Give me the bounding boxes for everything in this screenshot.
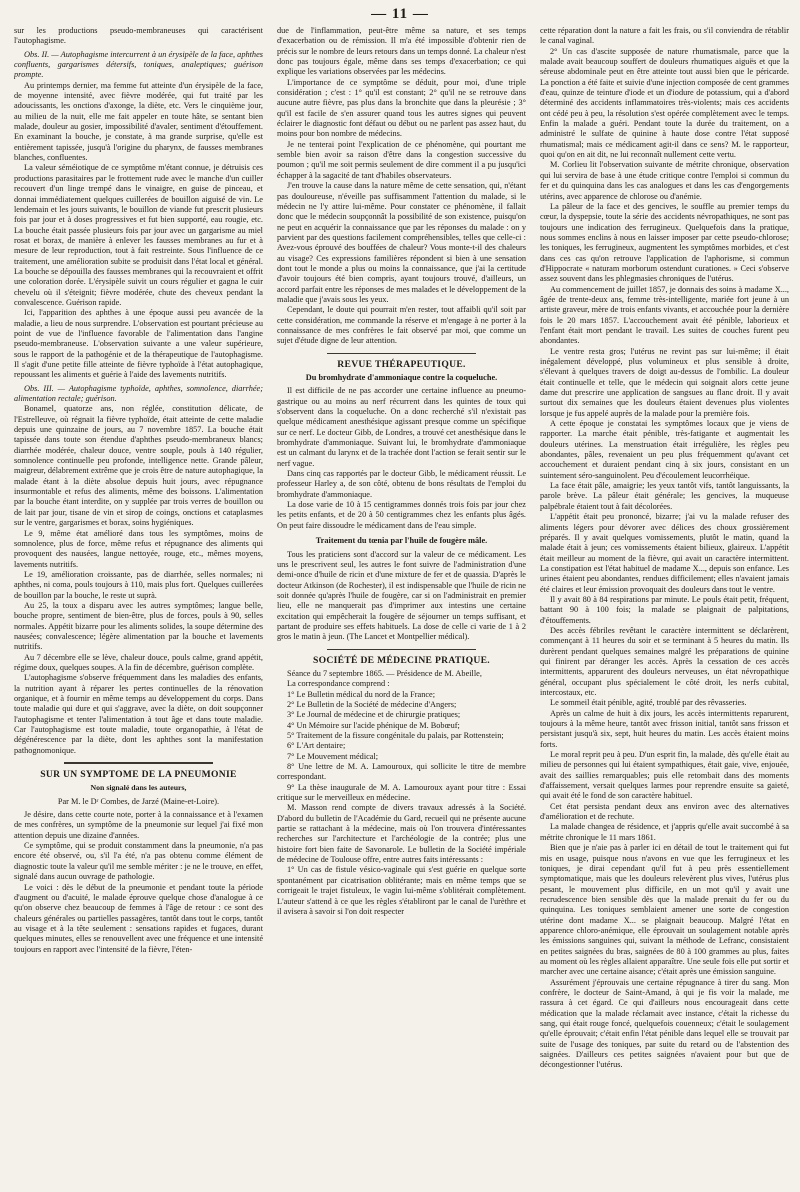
paragraph: Tous les praticiens sont d'accord sur la valeur de ce médicament. Les uns le prescrivent seul, les autres le font suivre de l'administration d'une demi-once d'huile de ricin et d'une mixture de fer et de quassia. D'après le docteur Atkinson (de Rochester), il est indispensable que l'huile de ricin ne soit donnée qu'après l'huile de fougère, car si on l'administrait en premier lieu, elle ne manquerait pas d'imprimer aux intestins une certaine excitation qui empêcherait la fougère de séjourner un temps suffisant, et partant de produire ses effets habituels. La dose de celle ci varie de 1 à 2 gros le matin à jeun. (The Lancet et Montpellier médical).	[277, 549, 526, 642]
paragraph: L'autophagisme s'observe fréquemment dans les maladies des enfants, la nutrition ayant à réparer les pertes continuelles de la rénovation organique, et à fournir en même temps au développement du corps. Dans toute maladie qui dure et qui s'aggrave, avec la diète, on doit soupçonner l'autophagisme et tenter l'alimentation à tout âge et dans toute maladie. Car l'autophagisme est toute maladie, toute organopathie, à l'état de dégénérescence par la diète, dont les aphthes sont la manifestation pathognomonique.	[14, 673, 263, 755]
paragraph: La pâleur de la face et des gencives, le souffle au premier temps du cœur, la dyspepsie, toute la série des accidents névropathiques, ne sont pas toujours une indication des ferrugineux. Quelquefois dans la pratique, nous sommes enclins à nous en laisser imposer par cette pseudo-chlorose; les toniques, les ferrugineux, augmentent les symptômes morbides, et c'est dans ces cas qu'on retrouve l'application de l'aphorisme, si commun d'Hippocrate « naturam morborum ostendunt curationes. » Ceci s'observe assez souvent dans les phlegmasies chroniques de l'utérus.	[540, 201, 789, 284]
paragraph: J'en trouve la cause dans la nature même de cette sensation, qui, n'étant pas douloureuse, n'éveille pas suffisamment l'attention du malade, si le médecin ne l'y attire lui-même. Pour constater ce phénomène, il fallait donc que le médecin soupçonnât la possibilité de son existence, puisqu'on ne peut en acquérir la connaissance que par les réponses du malade : on y parvient par des questions facilement compréhensibles, telles que celle-ci : Avez-vous éprouvé des bouffées de chaleur? Vous monte-t-il des chaleurs au visage? Ces expressions familières répondent si bien à une sensation dont tout le monde a plus ou moins la connaissance, que j'ai la certitude d'avoir toujours été bien compris, ayant toujours trouvé, d'ailleurs, un accord parfait entre les réponses de mes malades et le développement de la maladie que j'avais sous les yeux.	[277, 181, 526, 304]
list-item: 9° La thèse inaugurale de M. A. Lamouroux ayant pour titre : Essai critique sur le merveilleux en médecine.	[277, 782, 526, 803]
paragraph: Il y avait 80 à 84 respirations par minute. Le pouls était petit, fréquent, battant 90 à 100 fois; la malade se plaignait de palpitations, d'étouffements.	[540, 594, 789, 625]
paragraph: La face était pâle, amaigrie; les yeux tantôt vifs, tantôt languissants, la parole brève. La pâleur était générale; les gencives, la muqueuse palpébrale étaient tout à fait décolorées.	[540, 481, 789, 511]
paragraph: Au printemps dernier, ma femme fut atteinte d'un érysipèle de la face, de moyenne intensité, avec fièvre modérée, qui fut traité par les adoucissants, les onctions d'axonge, la diète, etc. Vers le cinquième jour, au milieu de la nuit, elle me fait appeler en toute hâte, se sentant bien malade, douleur au gosier, impossibilité d'avaler, sentiment d'étouffement. En examinant la bouche, je constate, à ma grande surprise, qu'elle est entièrement tapissée, jusqu'à l'origine du pharynx, de fausses membranes blanches, confluentes.	[14, 80, 263, 163]
column-1	[14, 26, 263, 1186]
column-3	[540, 26, 789, 1186]
paragraph: Au commencement de juillet 1857, je donnais des soins à madame X..., âgée de trente-deux ans, femme très-intelligente, mariée fort jeune à un artiste graveur, mère de trois enfants vivants, et accouchée pour la dernière fois le 20 mars 1857. L'accouchement avait été pénible, laborieux et l'enfant était mort pendant le travail. Les suites de couches furent peu abondantes.	[540, 284, 789, 346]
paragraph: Je désire, dans cette courte note, porter à la connaissance et à l'examen de mes confrères, un symptôme de la pneumonie sur lequel j'ai fixé mon attention depuis une dizaine d'années.	[14, 810, 263, 840]
list-item: 2° Le Bulletin de la Société de médecine d'Angers;	[287, 699, 457, 709]
paragraph: M. Masson rend compte de divers travaux adressés à la Société. D'abord du bulletin de l'Académie du Gard, recueil qui ne présente aucune partie se rattachant à la médecine, mais où l'on trouvera d'intéressantes recherches sur l'architecture et l'archéologie de la contrée; plus une histoire fort bien faite de Savonarole. Le bulletin de la Société impériale de médecine de Toulouse offre, entre autres faits intéressants :	[277, 803, 526, 865]
observation-2-title: Obs. II. — Autophagisme intercurrent à un érysipèle de la face, aphthes confluents, gargarismes détersifs, toniques, analeptiques; guérison prompte.	[14, 49, 263, 80]
paragraph: Au 25, la toux a disparu avec les autres symptômes; langue belle, bouche propre, sentiment de bien-être, plus de forces, pouls à 90, selles normales. Appétit bizarre pour les aliments solides, la soupe détermine des nausées; convalescence; légère alimentation par la bouche et lavements nutritifs.	[14, 600, 263, 652]
paragraph: La dose varie de 10 à 15 centigrammes donnés trois fois par jour chez les petits enfants, et de 20 à 50 centigrammes chez les enfants plus âgés. On peut faire dissoudre le médicament dans de l'eau simple.	[277, 500, 526, 530]
paragraph: Au 7 décembre elle se lève, chaleur douce, pouls calme, grand appétit, régime doux, quelques soupes. A la fin de décembre, guérison complète.	[14, 652, 263, 672]
article-byline: Par M. le Dʳ Combes, de Jarzé (Maine-et-Loire).	[57, 796, 220, 806]
paragraph: Ce symptôme, qui se produit constamment dans la pneumonie, n'a pas encore été observé, ou, s'il l'a été, n'a pas obtenu comme élément de diagnostic toute la valeur qu'il me semble mériter : je ne le trouve, en effet, signalé dans aucun ouvrage de pathologie.	[14, 841, 263, 882]
paragraph: Après un calme de huit à dix jours, les accès intermittents reparurent, toujours à la même heure, tantôt avec frisson initial, tantôt sans frisson et persistant jusqu'à six, sept, huit heures du matin. Les accès étaient moins forts.	[540, 708, 789, 749]
intro-paragraph: sur les productions pseudo-membraneuses qui caractérisent l'autophagisme.	[14, 26, 263, 46]
paragraph: Bonamel, quatorze ans, non réglée, constitution délicate, de l'Estrelleuve, où régnait la fièvre typhoïde, était atteinte de cette maladie depuis une quinzaine de jours, au 7 novembre 1857. La bouche était tapissée dans toute son étendue d'aphthes pseudo-membraneux blancs; diarrhée modérée, chaleur douce, ventre souple, pouls à 140 régulier, somnolence continuelle peu profonde, intelligence nette. Grande pâleur, maigreur, délabrement extrême que je crois être de nature autophagique, la malade étant à la diète absolue depuis huit jours, avec répugnance insurmontable et refus des aliments, même des boissons. L'alimentation par la bouche étant interdite, on y supplée par trois verres de bouillon ou de lait par jour, tisane de vin et sirop de coings, onctions et cataplasmes sur le ventre, gargarismes et borax, soins hygiéniques.	[14, 404, 263, 528]
session-line: Séance du 7 septembre 1865. — Présidence de M. Abeille,	[287, 668, 482, 678]
paragraph: 2° Un cas d'ascite supposée de nature rhumatismale, parce que la malade avait beaucoup souffert de douleurs rhumatiques aiguës et que la séreuse abdominale peut en être atteinte tout aussi bien que le péricarde. La ponction a été faite et suivie d'une injection composée de cent grammes d'eau, quinze de teinture d'iode et un d'iodure de potassium, qui a d'abord déterminé des accidents inflammatoires très-violents; mais ces accidents ont cédé peu à peu, la résolution s'est opérée complètement avec le temps. Enfin la malade a guéri. Pendant toute la durée du traitement, on a administré le sulfate de quinine à haute dose contre l'état supposé rhumatismal; mais ce médicament agit-il dans ce sens? M. le rapporteur, quoi qu'on en ait dit, ne lui reconnaît nullement cette vertu.	[540, 46, 789, 160]
paragraph: 1° Un cas de fistule vésico-vaginale qui s'est guérie en quelque sorte spontanément par cicatrisation oblitérante; mais en même temps que se corrigeait le trajet fistuleux, le vagin lui-même s'oblitérait complètement. L'auteur s'attend à ce que les règles s'établiront par le canal de l'urèthre et il avisera à savoir si l'on doit respecter	[277, 865, 526, 916]
article-title: SUR UN SYMPTOME DE LA PNEUMONIE	[40, 769, 237, 781]
paragraph: Cet état persista pendant deux ans environ avec des alternatives d'amélioration et de rechute.	[540, 801, 789, 822]
section-divider	[327, 353, 476, 354]
paragraph: L'appétit était peu prononcé, bizarre; j'ai vu la malade refuser des aliments légers pour dévorer avec délices des choux grossièrement préparés. Il y avait quelques vomissements, plutôt le matin, quand la malade était à jeun; ces vomissements étaient bilieux, glaireux. L'appétit était meilleur au moment de la fièvre, qui avait un caractère intermittent. La constipation est l'état habituel de madame X..., depuis son enfance. Les urines étaient peu abondantes, rendues difficilement; elles n'avaient jamais été claires et leur émission provoquait des douleurs dans tout le ventre.	[540, 512, 789, 594]
paragraph: Des accès fébriles revêtant le caractère intermittent se déclarèrent, commençant à 11 heures du soir et se terminant à 5 heures du matin. Ils durèrent pendant quelques semaines malgré les préparations de quinine qui finirent par déranger les accès. Après la cessation de ces accès intermittents, apparurent des douleurs nerveuses, un état névropathique général, occupant plus spécialement le côté droit, les nerfs cubital, intercostaux, etc.	[540, 625, 789, 697]
column-2	[277, 26, 526, 1186]
paragraph: M. Corlieu lit l'observation suivante de métrite chronique, observation qui lui servira de base à une étude critique contre l'emploi si commun du fer et du quinquina dans les cas analogues et dans les cas d'engorgements utérins, avec apparence de chlorose ou d'anémie.	[540, 160, 789, 201]
paragraph: Le voici : dès le début de la pneumonie et pendant toute la période d'augment ou d'acuité, le malade éprouve quelque chose d'analogue à ce qu'on observe chez beaucoup de femmes à l'âge de retour : ce sont des chaleurs générales ou partielles passagères, tantôt dans tout le corps, tantôt au visage et à la tête seulement : sensations rapides et fugaces, durant quelques minutes, elles se renouvellent avec une fréquence et une intensité toujours en rapport avec l'intensité de la fièvre, l'éten-	[14, 882, 263, 954]
paragraph: La correspondance comprend :	[287, 679, 390, 689]
paragraph: Dans cinq cas rapportés par le docteur Gibb, le médicament réussit. Le professeur Harley a, de son côté, obtenu de bons résultats de l'emploi du bromhydrate d'ammoniaque.	[277, 469, 526, 499]
paragraph: Ici, l'apparition des aphthes à une époque aussi peu avancée de la maladie, a lieu de nous surprendre. L'observation est pourtant précieuse au point de vue de l'influence favorable de l'alimentation dans l'angine pseudo-membraneuse. L'observation suivante a une valeur supérieure, sous le rapport de la pathogénie et de la thérapeutique de l'autophagisme. Il s'agit d'une petite fille atteinte de fièvre typhoïde à l'état autophagique, repoussant les aliments et guérie à l'aide des lavements nutritifs.	[14, 308, 263, 380]
paragraph: L'importance de ce symptôme se déduit, pour moi, d'une triple considération ; c'est : 1° qu'il est constant; 2° qu'il ne se retrouve dans aucune autre fièvre, pas plus dans la bronchite que dans la pleurésie ; 3° qu'il est facile de s'en assurer quand tous les autres signes qui peuvent éclairer le diagnostic font défaut ou début ou ne parlent pas assez haut, du moins pour bon nombre de médecins.	[277, 77, 526, 139]
section-divider	[64, 762, 213, 764]
paragraph: La malade changea de résidence, et j'appris qu'elle avait succombé à sa métrite chronique le 11 mars 1861.	[540, 822, 789, 842]
paragraph: Le sommeil était pénible, agité, troublé par des rêvasseries.	[550, 698, 747, 708]
paragraph: Je ne tenterai point l'explication de ce phénomène, qui pourtant me semble bien avoir sa raison d'être dans la congestion successive du poumon ; qu'il me soit permis seulement de dire comment il a pu jusqu'ici échapper à la sagacité de tant d'habiles observateurs.	[277, 139, 526, 180]
paragraph: Cependant, le doute qui pourrait m'en rester, tout affaibli qu'il soit par cette considération, me commande la réserve et m'engage à ne porter à la connaissance de mes confrères le fait observé par moi, que comme un sujet d'étude digne de leur attention.	[277, 305, 526, 346]
subsection-title: Traitement du tœnia par l'huile de fougère mâle.	[315, 536, 488, 546]
page-number: — 11 —	[371, 6, 429, 22]
paragraph: Assurément j'éprouvais une certaine répugnance à tirer du sang. Mon confrère, le docteur de Saint-Amand, à qui je fis voir la malade, me rassura à cet égard. Ce qui d'ailleurs nous encourageait dans cette médication que la malade réclamait avec instance, c'était la richesse du sang, qui était rouge foncé, quelquefois couenneux; c'était le soulagement qu'elle éprouvait; c'était enfin l'état pénible dans lequel elle se trouvait par suite de l'usage des toniques, par suite du retard ou de l'abstention des saignées. D'ailleurs ces petites saignées n'avaient pour but que de décongestionner l'utérus.	[540, 977, 789, 1070]
section-divider	[327, 649, 476, 650]
list-item: 5° Traitement de la fissure congénitale du palais, par Rottenstein;	[287, 731, 504, 740]
list-item: 6° L'Art dentaire;	[287, 741, 346, 751]
paragraph: due de l'inflammation, peut-être même sa nature, et ses temps d'exacerbation ou de rémission. Il m'a été impossible d'obtenir rien de précis sur le nombre de leurs retours dans un temps donné. La chaleur n'est donc pas toujours égale, même dans ses temps d'exacerbation; ce qui explique les variations observées par les médecins.	[277, 26, 526, 77]
paragraph: Le ventre resta gros; l'utérus ne revint pas sur lui-même; il était inégalement développé, plus volumineux et plus sensible à droite, s'élevant à quelques travers de doigt au-dessus de l'ombilic. La douleur était continuelle et telle, que le médecin qui soignait alors cette jeune dame dut prescrire une application de sangsues au flanc droit. Il y avait surtout dix semaines que les douleurs étaient devenues plus violentes lorsque je fus appelé auprès de la malade pour la première fois.	[540, 346, 789, 418]
paragraph: Le 19, amélioration croissante, pas de diarrhée, selles normales; ni aphthes, ni coma, pouls toujours à 110, mais plus fort. Quelques cuillerées de bouillon par la bouche, le reste ut suprà.	[14, 569, 263, 600]
paragraph: Le moral reprit peu à peu. D'un esprit fin, la malade, dès qu'elle était au milieu de personnes qui lui étaient sympathiques, était gaie, vive, enjouée, avait des saillies remarquables; puis elle retombait dans des moments d'affaissement, versait quelques larmes pour reprendre ensuite sa gaieté, qui avait été le fond de son caractère habituel.	[540, 750, 789, 801]
section-title-revue: REVUE THÉRAPEUTIQUE.	[337, 358, 466, 370]
text-columns	[14, 26, 790, 1186]
correspondence-list	[277, 690, 526, 804]
section-title-societe: SOCIÉTÉ DE MÉDECINE PRATIQUE.	[313, 654, 490, 666]
paragraph: Il est difficile de ne pas accorder une certaine influence au pneumo-gastrique ou au moins au nerf récurrent dans les quintes de toux qui s'observent dans la coqueluche. On a donc recherché s'il n'existait pas quelque médicament anesthésique agissant presque comme un spécifique sur ce nerf. Le docteur Gibb, de Londres, a trouvé cet anesthésique dans le bromhydrate d'ammoniaque. Suivant lui, le bromhydrate d'ammoniaque est un calmant du larynx et de la trachée dont l'action se ferait sentir sur le nerf vague.	[277, 386, 526, 468]
list-item: 1° Le Bulletin médical du nord de la France;	[287, 689, 436, 699]
subsection-title: Du bromhydrate d'ammoniaque contre la coqueluche.	[305, 373, 498, 382]
list-item: 4° Un Mémoire sur l'acide phénique de M. Bobœuf;	[287, 720, 460, 730]
article-subtitle: Non signalé dans les auteurs,	[90, 783, 187, 793]
paragraph: A cette époque je constatai les symptômes locaux que je viens de rapporter. La marche était pénible, très-fatigante et augmentait les douleurs utérines. La menstruation était irrégulière, les règles peu abondantes, pâles, revenaient un peu plus fréquemment qu'avant cet accouchement et duraient pendant cinq à six jours, consistant en un suintement séro-sanguinolent. Peu d'écoulement leucorrhéique.	[540, 419, 789, 480]
list-item: 3° Le Journal de médecine et de chirurgie pratiques;	[287, 710, 461, 720]
observation-3-title: Obs. III. — Autophagisme typhoïde, aphthes, somnolence, diarrhée; alimentation rectale; guérison.	[14, 383, 263, 404]
paragraph: cette réparation dont la nature a fait les frais, ou s'il conviendra de rétablir le canal vaginal.	[540, 26, 789, 46]
list-item: 8° Une lettre de M. A. Lamouroux, qui sollicite le titre de membre correspondant.	[277, 762, 526, 782]
paragraph: Le 9, même état amélioré dans tous les symptômes, moins de somnolence, plus de force, même refus et répugnance des aliments qui provoquent des nausées, langue nettoyée, rouge, etc., mêmes moyens, lavements nutritifs.	[14, 528, 263, 569]
paragraph: La valeur séméiotique de ce symptôme m'étant connue, je détruisis ces productions parasitaires par le frottement rude avec le manche d'un cuiller recouvert d'un linge trempé dans le vinaigre, en guise de pinceau, et donnai immédiatement quelques cuillerées de bouillon aiguisé de vin. Le lendemain et les jours suivants, le bouillon de viande fut prescrit plusieurs fois par jour et à doses progressives et fut bien supporté, eau rougie, etc. La bouche était passée plusieurs fois par jour avec un gargarisme au miel rosat et borax, de manière à enlever les fausses membranes au fur et à mesure de leur reproduction, tout à fait restreinte. Sous l'influence de ce traitement, une amélioration subite se produisit dans l'état local et général. La bouche se dépouilla des fausses membranes qui la recouvraient et offrit une coloration dorée. L'érysipèle suivit un cours régulier et gagna le cuir chevelu où il s'éteignit; fièvre modérée, chute des cheveux pendant la convalescence. Guérison rapide.	[14, 163, 263, 307]
list-item: 7° Le Mouvement médical;	[287, 751, 379, 761]
paragraph: Bien que je n'aie pas à parler ici en détail de tout le traitement qui fut mis en usage, puisque nous n'avons en vue que les ferrugineux et les toniques, je dirai cependant qu'il fut à peu près essentiellement symptomatique, mais que les douleurs relevèrent plus vives, l'utérus plus pesant, le mouvement plus difficile, en un mot qu'il y avait une recrudescence bien sensible dès que la malade prenait du fer ou du quinquina. Les toniques semblaient amener une sorte de congestion utérine dont madame X... se plaignait beaucoup. Malgré l'état en apparence chloro-anémique, elle éprouvait un soulagement notable après les émissions sanguines qui, suivant la méthode de Lefranc, consistaient en petites saignées du bras, saignées de 80 à 100 grammes au plus, faites au moment où les règles allaient apparaître. Une seule fois elle put sortir et marcher avec une certaine aisance; c'était après une émission sanguine.	[540, 843, 789, 977]
